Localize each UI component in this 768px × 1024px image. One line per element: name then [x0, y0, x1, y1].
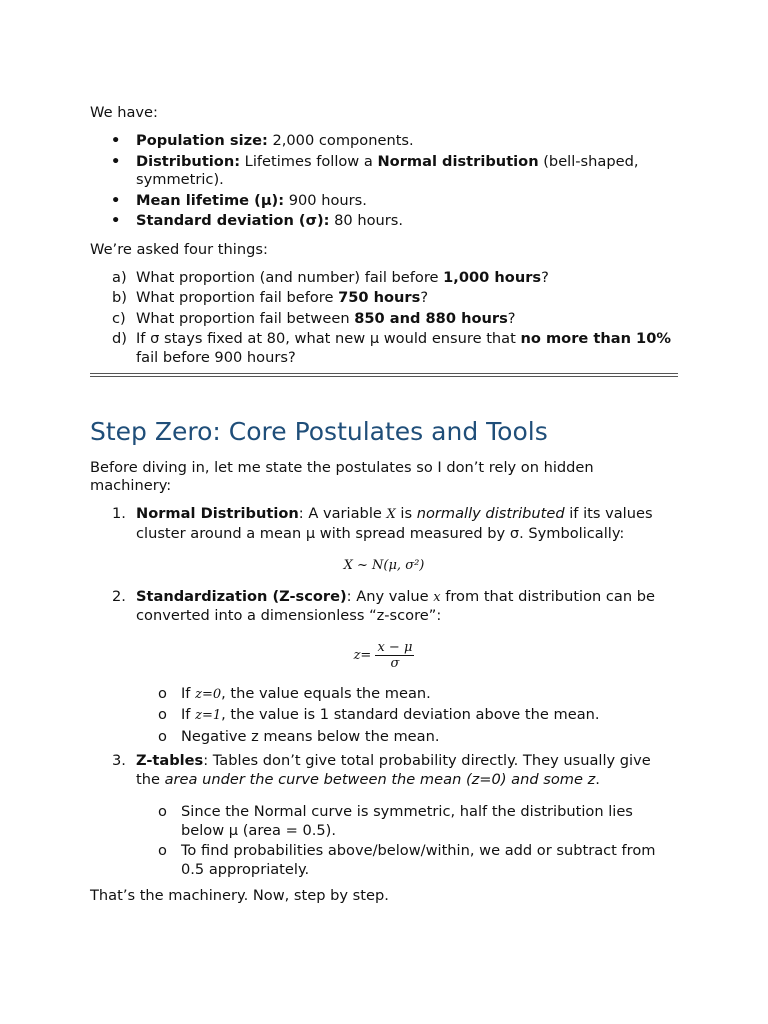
document-page [90, 104, 678, 905]
bullet-icon: • [111, 152, 121, 170]
section-title: Step Zero: Core Postulates and Tools [90, 417, 548, 446]
ztable-notes [136, 803, 678, 879]
item-label: Population size: [136, 132, 268, 149]
circle-bullet-icon: o [158, 842, 167, 859]
postulate-item: 2. Standardization (Z-score): Any value x from that distribution can be converted into a dimensionless “z-score”: z= $\frac{x - \mu}{\sigma}$ o If z=0, the value equals the mean. o If z=1, the value is 1 standard deviation above the mean. o Negative z means below the mean. [90, 588, 678, 747]
postulate-marker: 2. [112, 587, 126, 605]
sub-item: o Negative z means below the mean. [158, 727, 440, 745]
list-item: • Mean lifetime (μ): 900 hours. [111, 191, 367, 209]
bullet-icon: • [111, 191, 121, 209]
postulate-item: 3. Z-tables: Tables don’t give total probability directly. They usually give the area under the curve between the mean (z=0) and some z. o Since the Normal curve is symmetric, half the distribution lies below μ (area = 0.5). o To find probabilities above/below/within, we add or subtract from 0.5 appropriately. [90, 752, 678, 879]
sub-item: o To find probabilities above/below/within, we add or subtract from 0.5 appropriately. [158, 842, 656, 878]
postulate-label: Normal Distribution [136, 505, 299, 522]
zscore-notes [136, 685, 678, 747]
normal-formula: X ~ N(μ, σ²) [343, 558, 425, 573]
question-item: c) What proportion fail between 850 and 880 hours? [112, 309, 516, 327]
sub-item: o Since the Normal curve is symmetric, half the distribution lies below μ (area = 0.5). [158, 803, 633, 839]
section-intro: Before diving in, let me state the postulates so I don’t rely on hidden machinery: [90, 459, 594, 494]
question-marker: d) [112, 330, 127, 347]
question-item: a) What proportion (and number) fail before 1,000 hours? [112, 268, 549, 286]
item-label: Mean lifetime (μ): [136, 191, 285, 209]
circle-bullet-icon: o [158, 706, 167, 723]
postulates-list [90, 505, 678, 879]
postulate-item: 1. Normal Distribution: A variable X is normally distributed if its values cluster around a mean μ with spread measured by σ. Symbolically: X ~ N(μ, σ²) [90, 505, 678, 576]
asked-intro: We’re asked four things: [90, 240, 268, 258]
circle-bullet-icon: o [158, 727, 167, 745]
sub-item: o If z=1, the value is 1 standard deviation above the mean. [158, 706, 600, 723]
item-label: Standard deviation (σ): [136, 212, 330, 229]
bullet-icon: • [111, 212, 121, 229]
question-item: d) If σ stays fixed at 80, what new μ would ensure that no more than 10% fail before 900 hours? [112, 330, 671, 366]
sub-item: o If z=0, the value equals the mean. [158, 684, 431, 702]
list-item: • Standard deviation (σ): 80 hours. [111, 212, 403, 229]
list-item: • Population size: 2,000 components. [111, 132, 414, 149]
list-item: • Distribution: Lifetimes follow a Normal distribution (bell-shaped, symmetric). [111, 152, 639, 188]
questions-list [90, 269, 678, 368]
fraction-numerator: x − μ [377, 639, 413, 655]
question-marker: b) [112, 289, 127, 306]
circle-bullet-icon: o [158, 684, 167, 702]
section-divider [90, 373, 678, 377]
question-item: b) What proportion fail before 750 hours? [112, 289, 429, 306]
postulate-label: Standardization (Z-score) [136, 587, 347, 605]
item-label: Distribution: [136, 152, 241, 170]
question-marker: a) [112, 268, 127, 286]
postulate-label: Z-tables [136, 752, 204, 769]
bullet-icon: • [111, 132, 121, 149]
math-variable: x [433, 589, 441, 605]
question-marker: c) [112, 309, 126, 327]
given-list [90, 132, 678, 231]
fraction [375, 640, 414, 671]
math-variable: X [386, 507, 396, 522]
zscore-formula: z= $\frac{x - \mu}{\sigma}$ [353, 639, 413, 671]
intro-text: We have: [90, 104, 158, 121]
postulate-marker: 3. [112, 752, 126, 769]
circle-bullet-icon: o [158, 803, 167, 820]
postulate-marker: 1. [112, 505, 126, 522]
closing-text: That’s the machinery. Now, step by step. [90, 887, 389, 904]
fraction-denominator: σ [390, 655, 400, 671]
